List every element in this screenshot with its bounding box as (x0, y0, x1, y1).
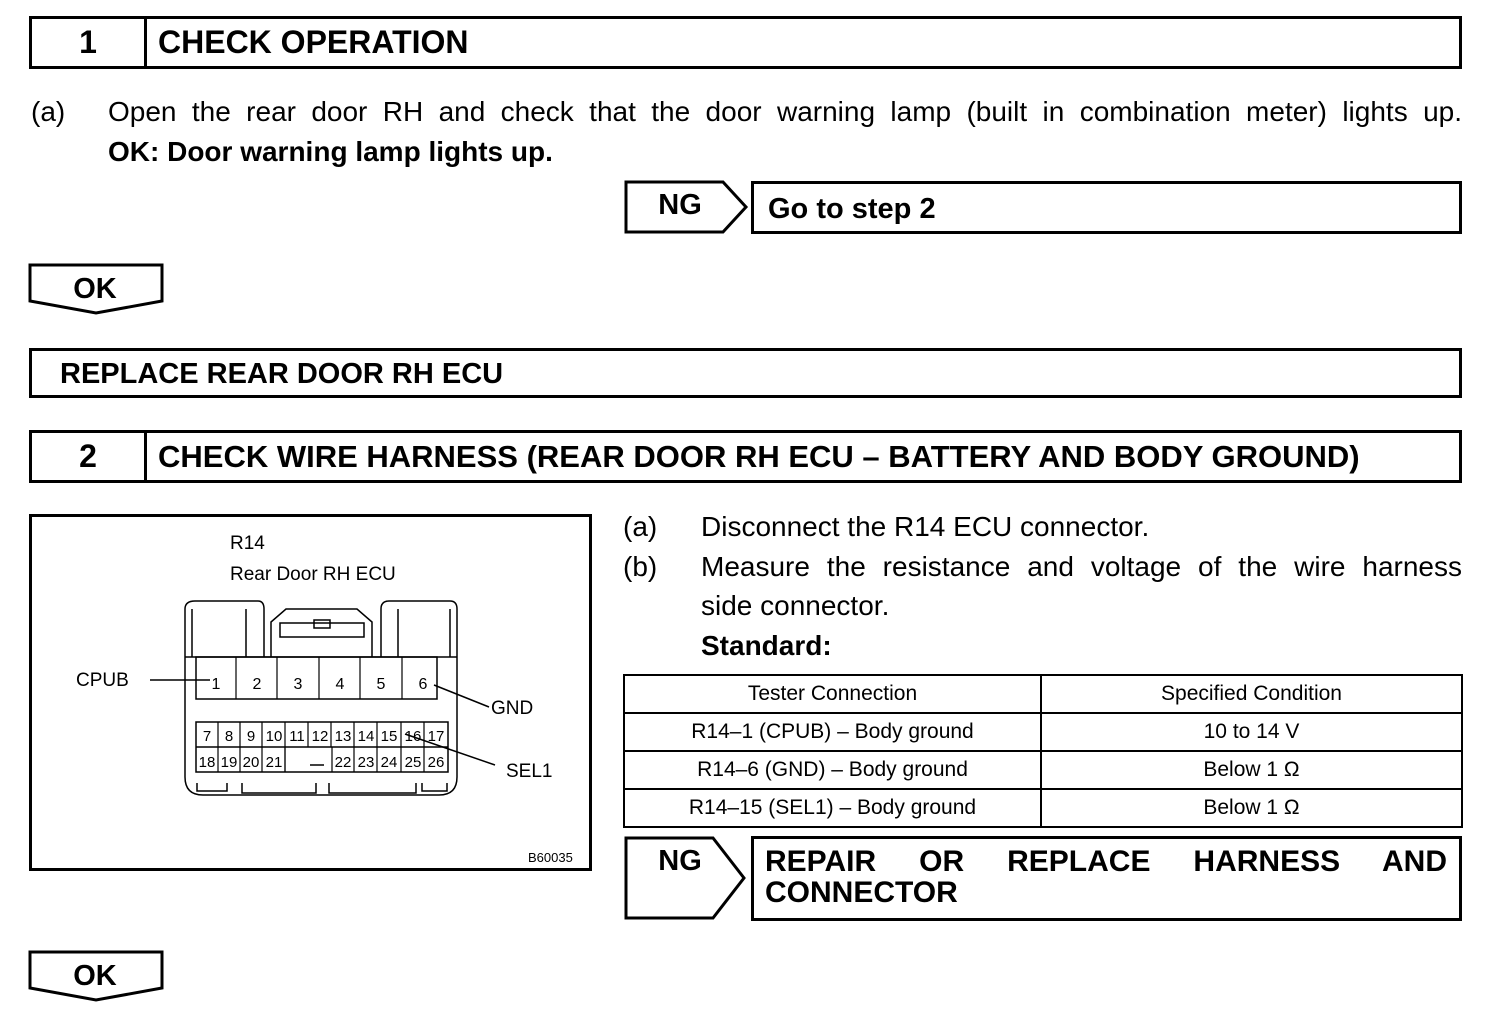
pin-20: 20 (242, 754, 260, 771)
step1-ng-action: Go to step 2 (768, 193, 936, 225)
step1-item-a-text: Open the rear door RH and check that the door warning lamp (built in combination meter) lights up. (108, 96, 1462, 127)
step2-header (29, 430, 1462, 483)
pin-16: 16 (404, 728, 422, 745)
table-header: Tester Connection (624, 675, 1041, 713)
step1-result-box (29, 348, 1462, 398)
table-cell: R14–6 (GND) – Body ground (624, 751, 1041, 789)
pins-mid (203, 728, 445, 745)
pins-bottom (199, 754, 445, 771)
pin-5: 5 (376, 676, 386, 693)
step2-item-b-line1: Measure the resistance and voltage of the wire harness (701, 551, 1462, 582)
table-row (624, 713, 1462, 751)
step2-ng-label: NG (658, 845, 702, 877)
table-row (624, 789, 1462, 827)
step2-ng-action: REPAIR OR REPLACE HARNESS AND CONNECTOR (765, 845, 1447, 909)
step1-title: CHECK OPERATION (158, 24, 469, 60)
label-gnd: GND (491, 698, 534, 719)
pin-23: 23 (357, 754, 375, 771)
table-header-row (624, 675, 1462, 713)
pin-25: 25 (404, 754, 422, 771)
table-cell: 10 to 14 V (1041, 713, 1462, 751)
step2-item-a-text: Disconnect the R14 ECU connector. (701, 511, 1150, 542)
figure-code: B60035 (528, 850, 573, 865)
pin-19: 19 (220, 754, 238, 771)
step1-ok-condition: OK: Door warning lamp lights up. (108, 136, 553, 167)
step1-ok-label: OK (73, 273, 117, 305)
pin-11: 11 (289, 728, 305, 745)
connector-id: R14 (230, 533, 265, 554)
pin-3: 3 (293, 676, 303, 693)
pin-21: 21 (265, 754, 283, 771)
pin-8: 8 (224, 728, 234, 745)
step2-ok-label: OK (73, 960, 117, 992)
table-cell: R14–15 (SEL1) – Body ground (624, 789, 1041, 827)
step1-ng-action-box (751, 181, 1462, 234)
step2-item-b-label: (b) (623, 551, 658, 582)
label-cpub: CPUB (76, 670, 129, 691)
pin-17: 17 (427, 728, 445, 745)
standard-label: Standard: (701, 630, 832, 661)
pin-18: 18 (198, 754, 216, 771)
table-cell: Below 1 Ω (1041, 751, 1462, 789)
step2-number: 2 (32, 433, 147, 480)
pin-24: 24 (380, 754, 398, 771)
pin-15: 15 (380, 728, 398, 745)
table-row (624, 751, 1462, 789)
pin-12: 12 (311, 728, 329, 745)
step1-result: REPLACE REAR DOOR RH ECU (60, 358, 504, 390)
pin-6: 6 (418, 676, 428, 693)
label-sel1: SEL1 (506, 761, 553, 782)
table-cell: R14–1 (CPUB) – Body ground (624, 713, 1041, 751)
pin-2: 2 (252, 676, 262, 693)
connector-diagram (29, 514, 592, 871)
pin-10: 10 (265, 728, 283, 745)
pin-4: 4 (335, 676, 345, 693)
pin-9: 9 (246, 728, 256, 745)
step2-title: CHECK WIRE HARNESS (REAR DOOR RH ECU – BATTERY AND BODY GROUND) (158, 438, 1360, 474)
step1-ng-label: NG (658, 189, 702, 221)
pin-26: 26 (427, 754, 445, 771)
step2-item-a-label: (a) (623, 511, 658, 542)
pin-1: 1 (211, 676, 221, 693)
step2-item-b-line2: side connector. (701, 590, 890, 621)
pin-14: 14 (357, 728, 375, 745)
step1-number: 1 (32, 19, 147, 66)
step1-header (29, 16, 1462, 69)
table-header: Specified Condition (1041, 675, 1462, 713)
pin-22: 22 (334, 754, 352, 771)
standard-table (623, 674, 1463, 828)
step1-item-a-label: (a) (31, 96, 66, 127)
pin-7: 7 (202, 728, 212, 745)
connector-name: Rear Door RH ECU (230, 564, 396, 585)
pin-13: 13 (334, 728, 352, 745)
table-cell: Below 1 Ω (1041, 789, 1462, 827)
connector-drawing (32, 517, 589, 868)
